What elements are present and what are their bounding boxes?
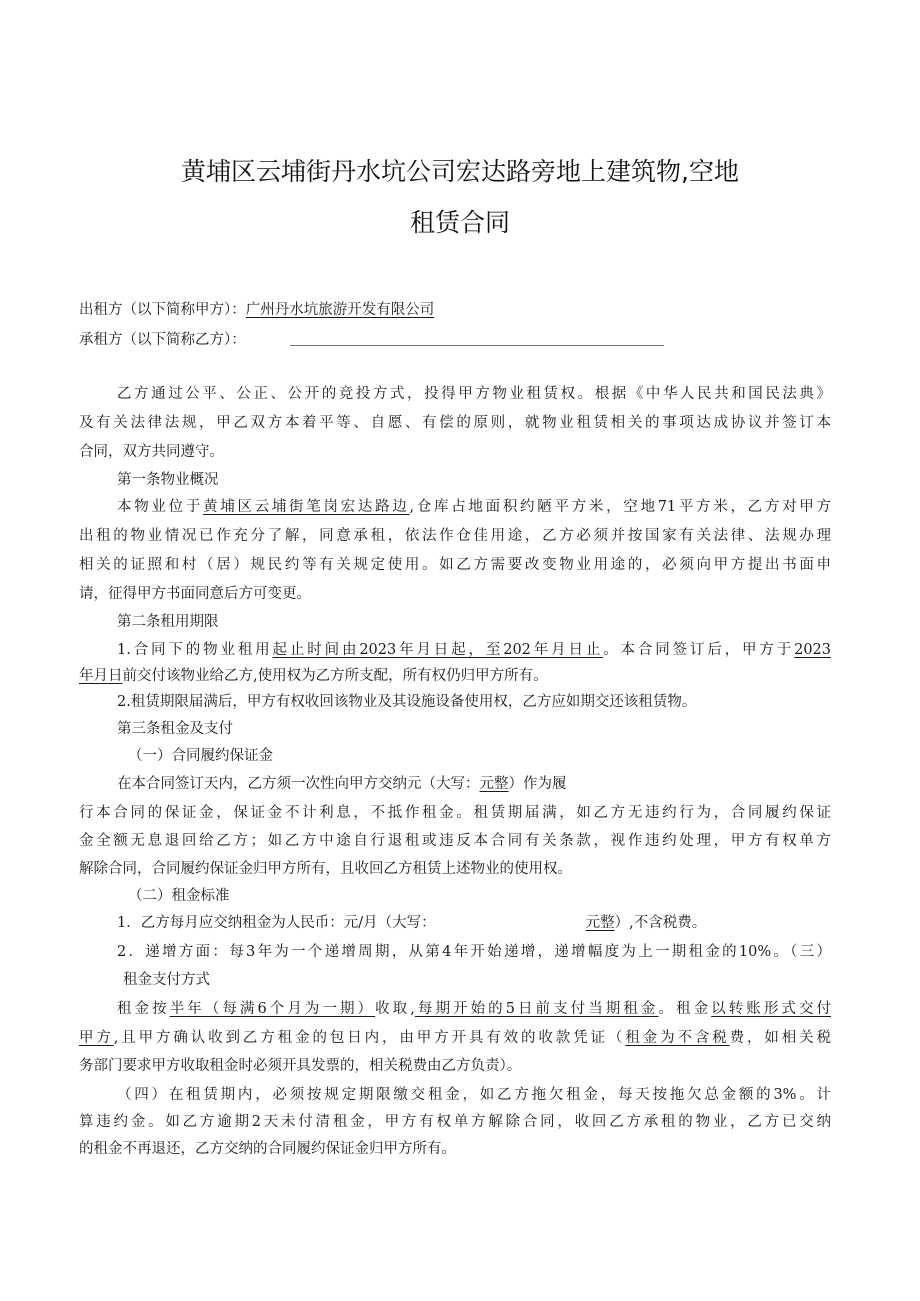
para-line: 合同，双方共同遵守。 xyxy=(79,444,224,460)
contract-title-line-1: 黄埔区云埔街丹水坑公司宏达路旁地上建筑物,空地 xyxy=(181,157,739,186)
article-2-heading: 第二条租用期限 xyxy=(117,614,219,630)
lessor-line xyxy=(79,300,831,320)
para-line: 乙方通过公平、公正、公开的竞投方式，投得甲方物业租赁权。根据《中华人民共和国民法典》 xyxy=(117,386,831,402)
lessor-label: 出租方（以下简称甲方）： xyxy=(79,302,246,318)
para-line: 及有关法律法规，甲乙双方本着平等、自愿、有偿的原则，就物业租赁相关的事项达成协议并签订本 xyxy=(79,415,831,431)
para-line: 的租金不再退还，乙方交纳的合同履约保证金归甲方所有。 xyxy=(79,1141,456,1157)
lessee-line xyxy=(79,330,831,350)
article-1-heading: 第一条物业概况 xyxy=(117,472,219,488)
para-line: 务部门要求甲方收取租金时必须开具发票的，相关税费由乙方负责）。 xyxy=(79,1058,522,1074)
para-line: 本物业位于黄埔区云埔街笔岗宏达路边,仓库占地面积约陋平方米，空地71平方米，乙方对甲方 xyxy=(117,499,831,515)
section-3-heading: 租金支付方式 xyxy=(123,972,210,988)
para-line: 在本合同签订天内，乙方须一次性向甲方交纳元（大写：元整）作为履 xyxy=(117,776,567,792)
para-line: 甲方,且甲方确认收到乙方租金的包日内，由甲方开具有效的收款凭证（租金为不含税费，如相关税 xyxy=(79,1030,832,1046)
para-line: 1.合同下的物业租用起止时间由2023年月日起，至202年月日止。本合同签订后，甲方于2023 xyxy=(117,642,832,658)
para-line: 出租的物业情况已作充分了解，同意承租，依法作仓佳用途，乙方必须并按国家有关法律、法规办理 xyxy=(79,528,831,544)
section-1-heading: （一）合同履约保证金 xyxy=(128,748,273,764)
para-line: 金全额无息退回给乙方；如乙方中途自行退租或违反本合同有关条款，视作违约处理，甲方有权单方 xyxy=(79,833,831,849)
para-line: 解除合同，合同履约保证金归甲方所有，且收回乙方租赁上述物业的使用权。 xyxy=(79,861,572,877)
para-line: （四）在租赁期内，必须按规定期限缴交租金，如乙方拖欠租金，每天按拖欠总金额的3%。计 xyxy=(117,1087,831,1103)
lessee-label: 承租方（以下简称乙方）： xyxy=(79,332,246,348)
para-line: 相关的证照和村（居）规民约等有关规定使用。如乙方需要改变物业用途的，必须向甲方提出书面申 xyxy=(79,557,831,573)
para-line: 1．乙方每月应交纳租金为人民币：元/月（大写： 元整）,不含税费。 xyxy=(117,915,707,931)
para-line: 租金按半年（每满6个月为一期）收取,每期开始的5日前支付当期租金。租金以转账形式交付 xyxy=(117,1001,832,1017)
para-line: 年月日前交付该物业给乙方,使用权为乙方所支配，所有权仍归甲方所有。 xyxy=(79,668,548,684)
lessee-name-blank xyxy=(290,345,664,346)
para-line: 算违约金。如乙方逾期2天未付清租金，甲方有权单方解除合同，收回乙方承租的物业，乙方已交纳 xyxy=(79,1114,831,1130)
para-line: 2.租赁期限届满后，甲方有权收回该物业及其设施设备使用权，乙方应如期交还该租赁物。 xyxy=(117,694,697,710)
para-line: 请，征得甲方书面同意后方可变更。 xyxy=(79,586,311,602)
para-line: 行本合同的保证金，保证金不计利息，不抵作租金。租赁期届满，如乙方无违约行为，合同履约保证 xyxy=(79,805,831,821)
section-2-heading: （二）租金标准 xyxy=(128,888,230,904)
article-3-heading: 第三条租金及支付 xyxy=(117,721,233,737)
lessor-name: 广州丹水坑旅游开发有限公司 xyxy=(245,302,435,318)
para-line: 2．递增方面：每3年为一个递增周期，从第4年开始递增，递增幅度为上一期租金的10%。（三） xyxy=(117,944,831,960)
contract-title-line-2: 租赁合同 xyxy=(409,208,510,237)
